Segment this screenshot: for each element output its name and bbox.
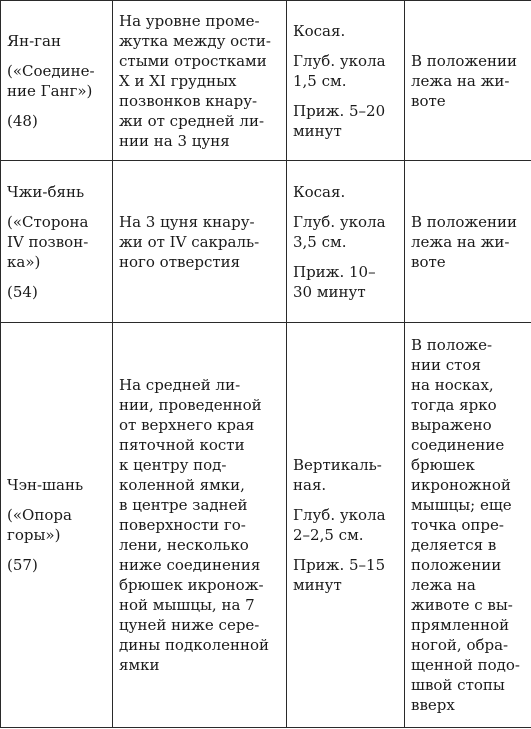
point-number: (57)	[7, 556, 38, 574]
needle-depth: Глуб. укола	[293, 506, 386, 524]
needling-cell	[287, 323, 405, 728]
position-cell	[405, 161, 531, 323]
location-text: На средней ли-	[119, 376, 241, 394]
location-text: в центре задней	[119, 496, 248, 514]
position-text: икроножной	[411, 476, 511, 494]
location-text: нии, проведенной	[119, 396, 262, 414]
position-cell	[405, 1, 531, 161]
position-text: выражено	[411, 416, 492, 434]
needle-duration: минут	[293, 576, 342, 594]
needle-duration: Приж. 5–20	[293, 101, 386, 120]
table-row	[1, 161, 531, 323]
needle-direction: Вертикаль-	[293, 456, 382, 474]
position-text: точка опре-	[411, 516, 504, 534]
location-text: нии на 3 цуня	[119, 131, 230, 150]
location-text: жи от IV сакраль-	[119, 232, 260, 251]
location-cell	[113, 1, 287, 161]
needle-depth: 3,5 см.	[293, 232, 347, 251]
point-number: (54)	[7, 282, 38, 301]
location-text: к центру под-	[119, 456, 227, 474]
position-text: вверх	[411, 696, 455, 714]
location-cell	[113, 323, 287, 728]
table-row	[1, 1, 531, 161]
needling-cell	[287, 1, 405, 161]
position-text: тогда ярко	[411, 396, 497, 414]
point-translation: горы»)	[7, 526, 61, 544]
needle-direction: Косая.	[293, 21, 346, 40]
position-text: щенной подо-	[411, 656, 520, 674]
location-text: жутка между ости-	[119, 31, 271, 50]
location-text: коленной ямки,	[119, 476, 245, 494]
position-text: прямленной	[411, 616, 510, 634]
location-text: дины подколенной	[119, 636, 270, 654]
point-translation: («Опора	[7, 506, 72, 524]
needle-direction: Косая.	[293, 182, 346, 201]
needle-direction: ная.	[293, 476, 327, 494]
location-text: ной мышцы, на 7	[119, 596, 255, 614]
point-name: Чжи-бянь	[7, 182, 85, 201]
position-text: деляется в	[411, 536, 497, 554]
location-text: пяточной кости	[119, 436, 245, 454]
point-translation: ние Ганг»)	[7, 81, 93, 100]
needle-duration: минут	[293, 121, 342, 140]
location-text: ниже соединения	[119, 556, 261, 574]
table-row	[1, 323, 531, 728]
needle-duration: Приж. 10–	[293, 262, 376, 281]
position-text: животе с вы-	[411, 596, 513, 614]
point-name-cell	[1, 161, 113, 323]
point-number: (48)	[7, 111, 38, 130]
needle-duration: 30 минут	[293, 282, 366, 301]
position-text: положении	[411, 556, 502, 574]
position-text: В положе-	[411, 336, 493, 354]
location-text: стыми отростками	[119, 51, 267, 70]
point-translation: ка»)	[7, 252, 41, 271]
position-text: воте	[411, 252, 446, 271]
point-name-cell	[1, 323, 113, 728]
location-text: X и XI грудных	[119, 71, 237, 90]
location-text: от верхнего края	[119, 416, 255, 434]
location-text: лени, несколько	[119, 536, 249, 554]
location-text: На 3 цуня кнару-	[119, 212, 255, 231]
location-text: ного отверстия	[119, 252, 241, 271]
point-translation: IV позвон-	[7, 232, 89, 251]
point-name: Чэн-шань	[7, 476, 84, 494]
position-cell	[405, 323, 531, 728]
position-text: швой стопы	[411, 676, 505, 694]
location-text: брюшек икронож-	[119, 576, 264, 594]
position-text: В положении	[411, 51, 518, 70]
needle-depth: 1,5 см.	[293, 71, 347, 90]
location-text: На уровне проме-	[119, 11, 260, 30]
position-text: на носках,	[411, 376, 494, 394]
needle-depth: Глуб. укола	[293, 51, 386, 70]
needle-depth: 2–2,5 см.	[293, 526, 364, 544]
point-name-cell	[1, 1, 113, 161]
position-text: лежа на жи-	[411, 232, 510, 251]
point-translation: («Сторона	[7, 212, 89, 231]
location-text: позвонков кнару-	[119, 91, 258, 110]
position-text: нии стоя	[411, 356, 481, 374]
location-text: жи от средней ли-	[119, 111, 265, 130]
location-cell	[113, 161, 287, 323]
position-text: лежа на жи-	[411, 71, 510, 90]
location-text: поверхности го-	[119, 516, 246, 534]
position-text: ногой, обра-	[411, 636, 509, 654]
point-translation: («Соедине-	[7, 61, 95, 80]
point-name: Ян-ган	[7, 31, 61, 50]
needle-duration: Приж. 5–15	[293, 556, 386, 574]
position-text: мышцы; еще	[411, 496, 512, 514]
position-text: В положении	[411, 212, 518, 231]
needling-cell	[287, 161, 405, 323]
position-text: воте	[411, 91, 446, 110]
position-text: брюшек	[411, 456, 475, 474]
position-text: лежа на	[411, 576, 476, 594]
location-text: ямки	[119, 656, 160, 674]
location-text: цуней ниже сере-	[119, 616, 260, 634]
needle-depth: Глуб. укола	[293, 212, 386, 231]
position-text: соединение	[411, 436, 505, 454]
